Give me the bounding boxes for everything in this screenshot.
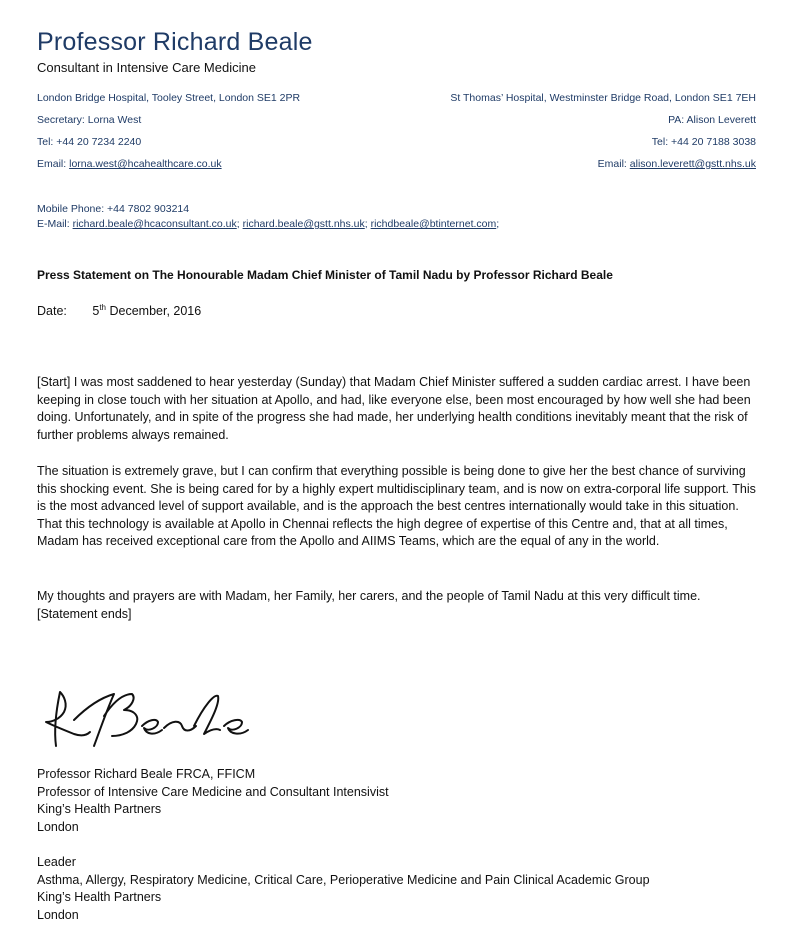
right-address: St Thomas’ Hospital, Westminster Bridge Road, London SE1 7EH	[450, 92, 756, 104]
handwritten-signature	[34, 686, 264, 761]
leader-block	[37, 854, 650, 924]
left-email-row	[37, 157, 300, 171]
left-email-label: Email:	[37, 158, 67, 170]
right-pa: PA: Alison Leverett	[668, 114, 756, 126]
letterhead-subtitle: Consultant in Intensive Care Medicine	[37, 60, 256, 75]
signoff-title: Professor of Intensive Care Medicine and Consultant Intensivist	[37, 784, 389, 799]
date-day: 5	[92, 304, 100, 319]
leader-organisation: King’s Health Partners	[37, 890, 162, 904]
email-separator: ;	[496, 218, 500, 230]
email-link-gstt[interactable]: richard.beale@gstt.nhs.uk	[242, 218, 365, 230]
right-tel: Tel: +44 20 7188 3038	[651, 136, 756, 148]
right-email-link[interactable]: alison.leverett@gstt.nhs.uk	[629, 158, 756, 170]
right-email-row	[450, 157, 756, 171]
mobile-email-row	[37, 217, 499, 231]
left-secretary: Secretary: Lorna West	[37, 114, 142, 126]
left-contact-block	[37, 91, 300, 171]
email-link-hcaconsultant[interactable]: richard.beale@hcaconsultant.co.uk	[72, 218, 237, 230]
date-suffix: th	[99, 303, 106, 312]
left-address: London Bridge Hospital, Tooley Street, London SE1 2PR	[37, 92, 301, 104]
leader-group: Asthma, Allergy, Respiratory Medicine, Critical Care, Perioperative Medicine and Pain Clinical Academic Group	[37, 872, 650, 887]
email-separator: ;	[236, 218, 240, 230]
signature-svg	[34, 686, 264, 756]
signoff-block	[37, 766, 389, 836]
date-rest: December, 2016	[109, 304, 202, 319]
signoff-name: Professor Richard Beale FRCA, FFICM	[37, 767, 256, 781]
date-label: Date:	[37, 304, 67, 319]
leader-label: Leader	[37, 855, 76, 869]
right-email-label: Email:	[597, 158, 627, 170]
statement-paragraph-3: My thoughts and prayers are with Madam, her Family, her carers, and the people of Tamil Nadu at this very difficult time. [Statement ends]	[37, 589, 701, 621]
statement-paragraph-1: [Start] I was most saddened to hear yesterday (Sunday) that Madam Chief Minister suffered a sudden cardiac arrest. I have been keeping in close touch with her situation at Apollo, and had, like everyone else, been most encouraged by how well she had been doing. Unfortunately, and in spite of the progress she had made, her underlying health conditions inevitably meant that the risk of further problems always remained.	[37, 375, 751, 442]
leader-city: London	[37, 907, 79, 922]
left-tel: Tel: +44 20 7234 2240	[37, 136, 142, 148]
statement-heading: Press Statement on The Honourable Madam Chief Minister of Tamil Nadu by Professor Richard Beale	[37, 268, 613, 282]
signoff-organisation: King’s Health Partners	[37, 802, 162, 816]
letterhead-name: Professor Richard Beale	[37, 28, 313, 56]
signoff-city: London	[37, 819, 79, 834]
mobile-block	[37, 202, 499, 231]
left-email-link[interactable]: lorna.west@hcahealthcare.co.uk	[69, 158, 222, 170]
right-contact-block	[450, 91, 756, 171]
mobile-phone: Mobile Phone: +44 7802 903214	[37, 203, 190, 215]
email-separator: ;	[364, 218, 368, 230]
email-link-btinternet[interactable]: richdbeale@btinternet.com	[370, 218, 497, 230]
statement-date	[37, 303, 201, 318]
mobile-email-label: E-Mail:	[37, 218, 70, 230]
statement-paragraph-2: The situation is extremely grave, but I can confirm that everything possible is being done to give her the best chance of surviving this shocking event. She is being cared for by a highly expert multidisciplinary team, and is now on extra-corporal life support. This is the most advanced level of support available, and is the approach the best centres internationally would take in this situation. That this technology is available at Apollo in Chennai reflects the high degree of expertise of this Centre and, that at all times, Madam has received exceptional care from the Apollo and AIIMS Teams, which are the equal of any in the world.	[37, 464, 756, 548]
